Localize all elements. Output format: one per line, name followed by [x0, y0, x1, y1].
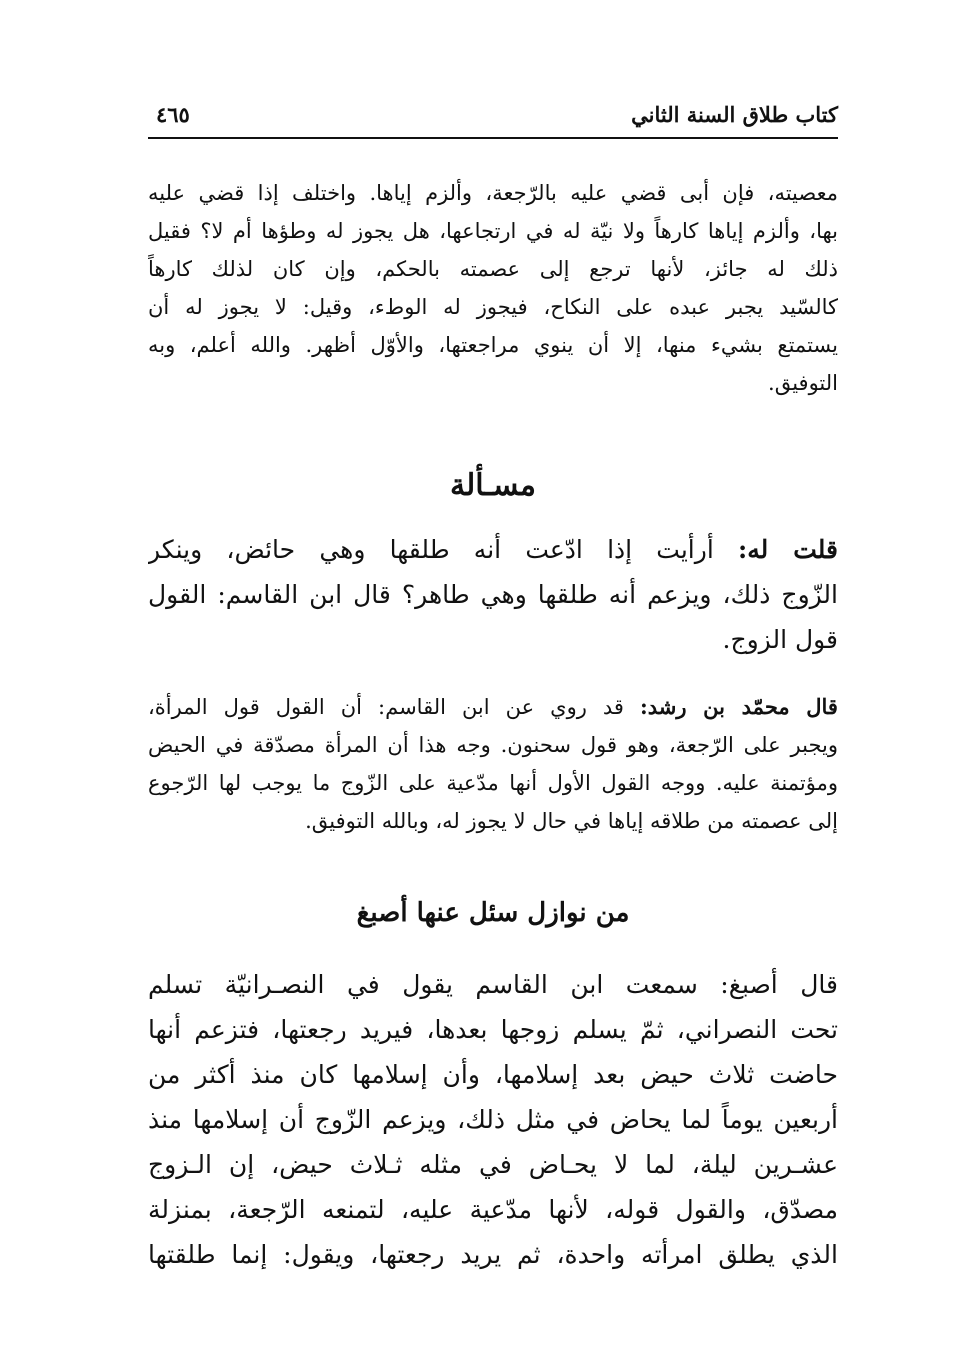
text-line: الذي يطلق امرأته واحدة، ثم يريد رجعتها، ويقول: إنما طلقتها — [148, 1240, 838, 1269]
text-line: إلى عصمته من طلاقه إياها في حال لا يجوز له، وبالله التوفيق. — [305, 809, 838, 833]
text-line: معصيته، فإن أبى قضي عليه بالرّجعة، وألزم إياها. واختلف إذا قضي عليه — [148, 181, 838, 205]
text-line: بها، وألزم إياها كارهاً ولا نيّة له في ارتجاعها، هل يجوز له وطؤها أم لا؟ فقيل — [148, 219, 838, 243]
text-line: كالسّيد يجبر عبده على النكاح، فيجوز له الوطء، وقيل: لا يجوز له أن — [148, 295, 838, 319]
text-line: ويجبر على الرّجعة، وهو قول سحنون. وجه هذا أن المرأة مصدّقة في الحيض — [148, 733, 838, 757]
running-title: كتاب طلاق السنة الثاني — [631, 102, 838, 127]
text-line: تحت النصراني، ثمّ يسلم زوجها بعدها، فيريد رجعتها، فتزعم أنها — [148, 1015, 838, 1044]
text-line: الزّوج ذلك، ويزعم أنه طلقها وهي طاهر؟ قال ابن القاسم: القول — [148, 580, 838, 609]
text-line: ومؤتمنة عليه. ووجه القول الأول أنها مدّعية على الزّوج ما يوجب لها الرّجوع — [148, 771, 838, 795]
speaker-label: قلت له: — [738, 535, 838, 564]
text-line: أربعين يوماً لما يحاض في مثل ذلك، ويزعم الزّوج أن إسلامها منذ — [148, 1105, 838, 1134]
running-head — [148, 96, 838, 136]
text-line: مصدّق، والقول قوله، لأنها مدّعية عليه، لتمنعه الرّجعة، بمنزلة — [148, 1195, 838, 1224]
text-line: حاضت ثلاث حيض بعد إسلامها، وأن إسلامها كان منذ أكثر من — [148, 1060, 838, 1089]
text-line: عشـرين ليلة، لما لا يحـاض في مثله ثـلاث حيض، إن الـزوج — [148, 1150, 838, 1179]
text-line: التوفيق. — [768, 371, 838, 395]
header-rule — [148, 137, 838, 139]
paragraph-continuation — [148, 174, 838, 402]
text-line: قال أصبغ: سمعت ابن القاسم يقول في النصـرانيّة تسلم — [148, 970, 838, 999]
text-line: ذلك له جائز، لأنها ترجع إلى عصمته بالحكم، وإن كان لذلك كارهاً — [148, 257, 838, 281]
text-line — [148, 688, 838, 726]
text-line: قول الزوج. — [722, 625, 838, 654]
text-line — [148, 527, 838, 572]
asbagh-paragraph — [148, 962, 838, 1277]
text-segment: أرأيت إذا ادّعت أنه طلقها وهي حائض، وينكر — [148, 535, 714, 564]
section-heading-masala: مسـألة — [450, 468, 536, 503]
speaker-label: قال محمّد بن رشد: — [640, 694, 838, 719]
text-line: يستمتع بشيء منها، إلا أن ينوي مراجعتها، والأوّل أظهر. والله أعلم، وبه — [148, 333, 838, 357]
section-heading-nawazil: من نوازل سئل عنها أصبغ — [356, 898, 630, 928]
commentary-paragraph — [148, 688, 838, 840]
text-segment: قد روي عن ابن القاسم: أن القول قول المرأة، — [148, 695, 624, 719]
question-paragraph — [148, 527, 838, 662]
page-number: ٤٦٥ — [156, 102, 190, 127]
